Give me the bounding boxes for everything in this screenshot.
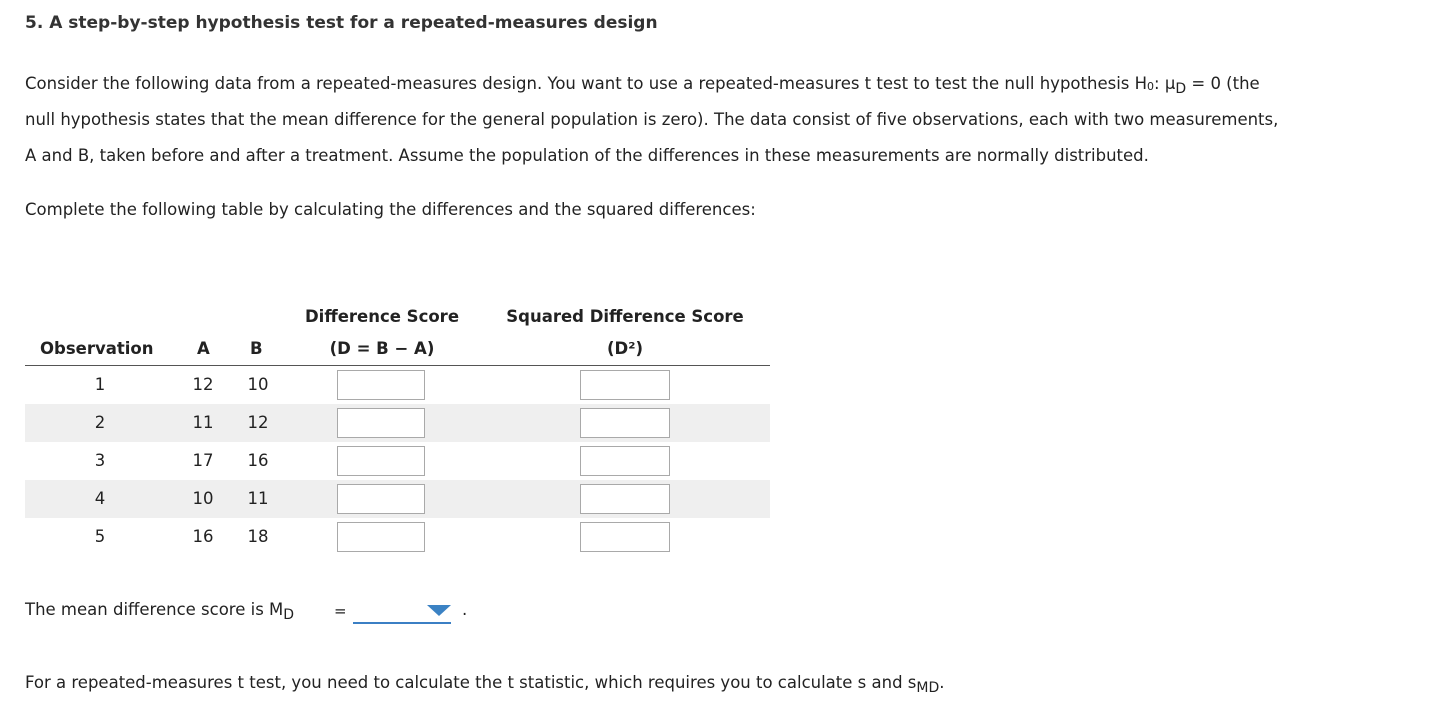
cell-b: 18 xyxy=(247,527,269,546)
cell-b: 11 xyxy=(247,489,269,508)
difference-input[interactable] xyxy=(337,484,425,514)
intro-line-1 xyxy=(25,74,1260,97)
header-difference-formula: (D = B − A) xyxy=(329,339,435,358)
intro-line-3: A and B, taken before and after a treatment. Assume the population of the differences in these measurements are normally distributed. xyxy=(25,146,1149,165)
header-observation: Observation xyxy=(40,339,154,358)
squared-difference-input[interactable] xyxy=(580,484,670,514)
smd-subscript: MD xyxy=(916,680,940,696)
cell-observation: 4 xyxy=(94,489,106,508)
chevron-down-icon xyxy=(427,605,451,616)
intro-line-1-text: Consider the following data from a repeated-measures design. You want to use a repeated-measures t test to test the null hypothesis H xyxy=(25,74,1148,93)
header-difference-score: Difference Score xyxy=(304,307,460,326)
header-a: A xyxy=(197,339,210,358)
header-b: B xyxy=(250,339,263,358)
cell-observation: 2 xyxy=(94,413,106,432)
cell-b: 12 xyxy=(247,413,269,432)
table-row xyxy=(25,480,770,518)
mean-difference-period: . xyxy=(462,600,468,619)
table-instruction: Complete the following table by calculating the differences and the squared differences: xyxy=(25,200,756,219)
table-row xyxy=(25,518,770,556)
table-row xyxy=(25,442,770,480)
t-test-period: . xyxy=(939,673,945,692)
cell-observation: 3 xyxy=(94,451,106,470)
difference-input[interactable] xyxy=(337,522,425,552)
h-subscript: 0 xyxy=(1147,80,1155,93)
equals-sign: = xyxy=(334,602,347,620)
table-row xyxy=(25,404,770,442)
mean-difference-label xyxy=(25,600,295,623)
squared-difference-input[interactable] xyxy=(580,522,670,552)
squared-difference-input[interactable] xyxy=(580,370,670,400)
intro-line-1-mu: : μ xyxy=(1154,74,1176,93)
cell-b: 16 xyxy=(247,451,269,470)
squared-difference-input[interactable] xyxy=(580,446,670,476)
cell-a: 17 xyxy=(192,451,214,470)
header-squared-formula: (D²) xyxy=(606,339,643,358)
intro-line-1-end: = 0 (the xyxy=(1186,74,1260,93)
md-subscript: D xyxy=(283,607,295,623)
cell-b: 10 xyxy=(247,375,269,394)
question-title: 5. A step-by-step hypothesis test for a repeated-measures design xyxy=(25,13,658,33)
squared-difference-input[interactable] xyxy=(580,408,670,438)
cell-a: 11 xyxy=(192,413,214,432)
intro-line-2: null hypothesis states that the mean difference for the general population is zero). The data consist of five observations, each with two measurements, xyxy=(25,110,1279,129)
cell-a: 10 xyxy=(192,489,214,508)
difference-input[interactable] xyxy=(337,446,425,476)
mean-difference-dropdown[interactable] xyxy=(353,600,451,624)
cell-observation: 5 xyxy=(94,527,106,546)
cell-a: 12 xyxy=(192,375,214,394)
header-squared-difference: Squared Difference Score xyxy=(506,307,744,326)
difference-input[interactable] xyxy=(337,408,425,438)
table-row xyxy=(25,366,770,404)
t-test-text: For a repeated-measures t test, you need to calculate the t statistic, which requires you to calculate s and s xyxy=(25,673,917,692)
cell-a: 16 xyxy=(192,527,214,546)
cell-observation: 1 xyxy=(94,375,106,394)
difference-input[interactable] xyxy=(337,370,425,400)
mean-difference-text: The mean difference score is M xyxy=(25,600,284,619)
mu-subscript: D xyxy=(1175,81,1187,97)
t-test-instruction xyxy=(25,673,945,696)
